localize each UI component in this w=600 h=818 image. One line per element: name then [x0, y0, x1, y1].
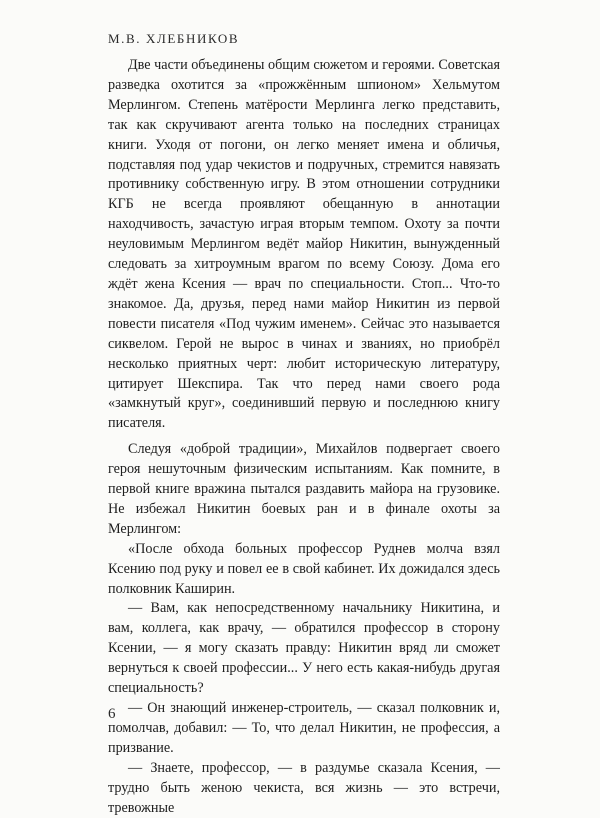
paragraph-6: — Знаете, профессор, — в раздумье сказала Ксения, — трудно быть женою чекиста, вся жизнь — это встречи, тревожные	[108, 759, 500, 816]
paragraph-4: — Вам, как непосредственному начальнику Никитина, и вам, коллега, как врачу, — обратился профессор в сторону Ксении, — я могу сказать правду: Никитин вряд ли сможет вернуться к своей профессии... У него есть какая-нибудь другая специальность?	[108, 600, 500, 697]
running-head: М.В. ХЛЕБНИКОВ	[108, 31, 240, 46]
main-text	[108, 56, 500, 818]
paragraph-1: Две части объединены общим сюжетом и героями. Советская разведка охотится за «прожжённым шпионом» Хельмутом Мерлингом. Степень матёрости Мерлинга легко представить, так как скручивают агента только на последних страницах книги. Уходя от погони, он легко меняет имена и обличья, подставляя под удар чекистов и подручных, стремится навязать противнику собственную игру. В этом отношении сотрудники КГБ не всегда проявляют обещанную в аннотации находчивость, зачастую играя вторым темпом. Охоту за почти неуловимым Мерлингом ведёт майор Никитин, вынужденный следовать за хитроумным врагом по всему Союзу. Дома его ждёт жена Ксения — врач по специальности. Стоп... Что-то знакомое. Да, друзья, перед нами майор Никитин из первой повести писателя «Под чужим именем». Сейчас это называется сиквелом. Герой не вырос в чинах и званиях, но приобрёл несколько приятных черт: любит историческую литературу, цитирует Шекспира. Так что перед нами своего рода «замкнутый круг», соединивший первую и последнюю книгу писателя.	[108, 57, 500, 432]
paragraph-3: «После обхода больных профессор Руднев молча взял Ксению под руку и повел ее в свой кабинет. Их дожидался здесь полковник Каширин.	[108, 540, 500, 597]
paragraph-2: Следуя «доброй традиции», Михайлов подвергает своего героя нешуточным физическим испытаниям. Как помните, в первой книге вражина пытался раздавить майора на грузовике. Не избежал Никитин боевых ран и в финале охоты за Мерлингом:	[108, 441, 500, 537]
paragraph-5: — Он знающий инженер-строитель, — сказал полковник и, помолчав, добавил: — То, что делал Никитин, не профессия, а призвание.	[108, 700, 500, 756]
page-number: 6	[108, 706, 116, 722]
